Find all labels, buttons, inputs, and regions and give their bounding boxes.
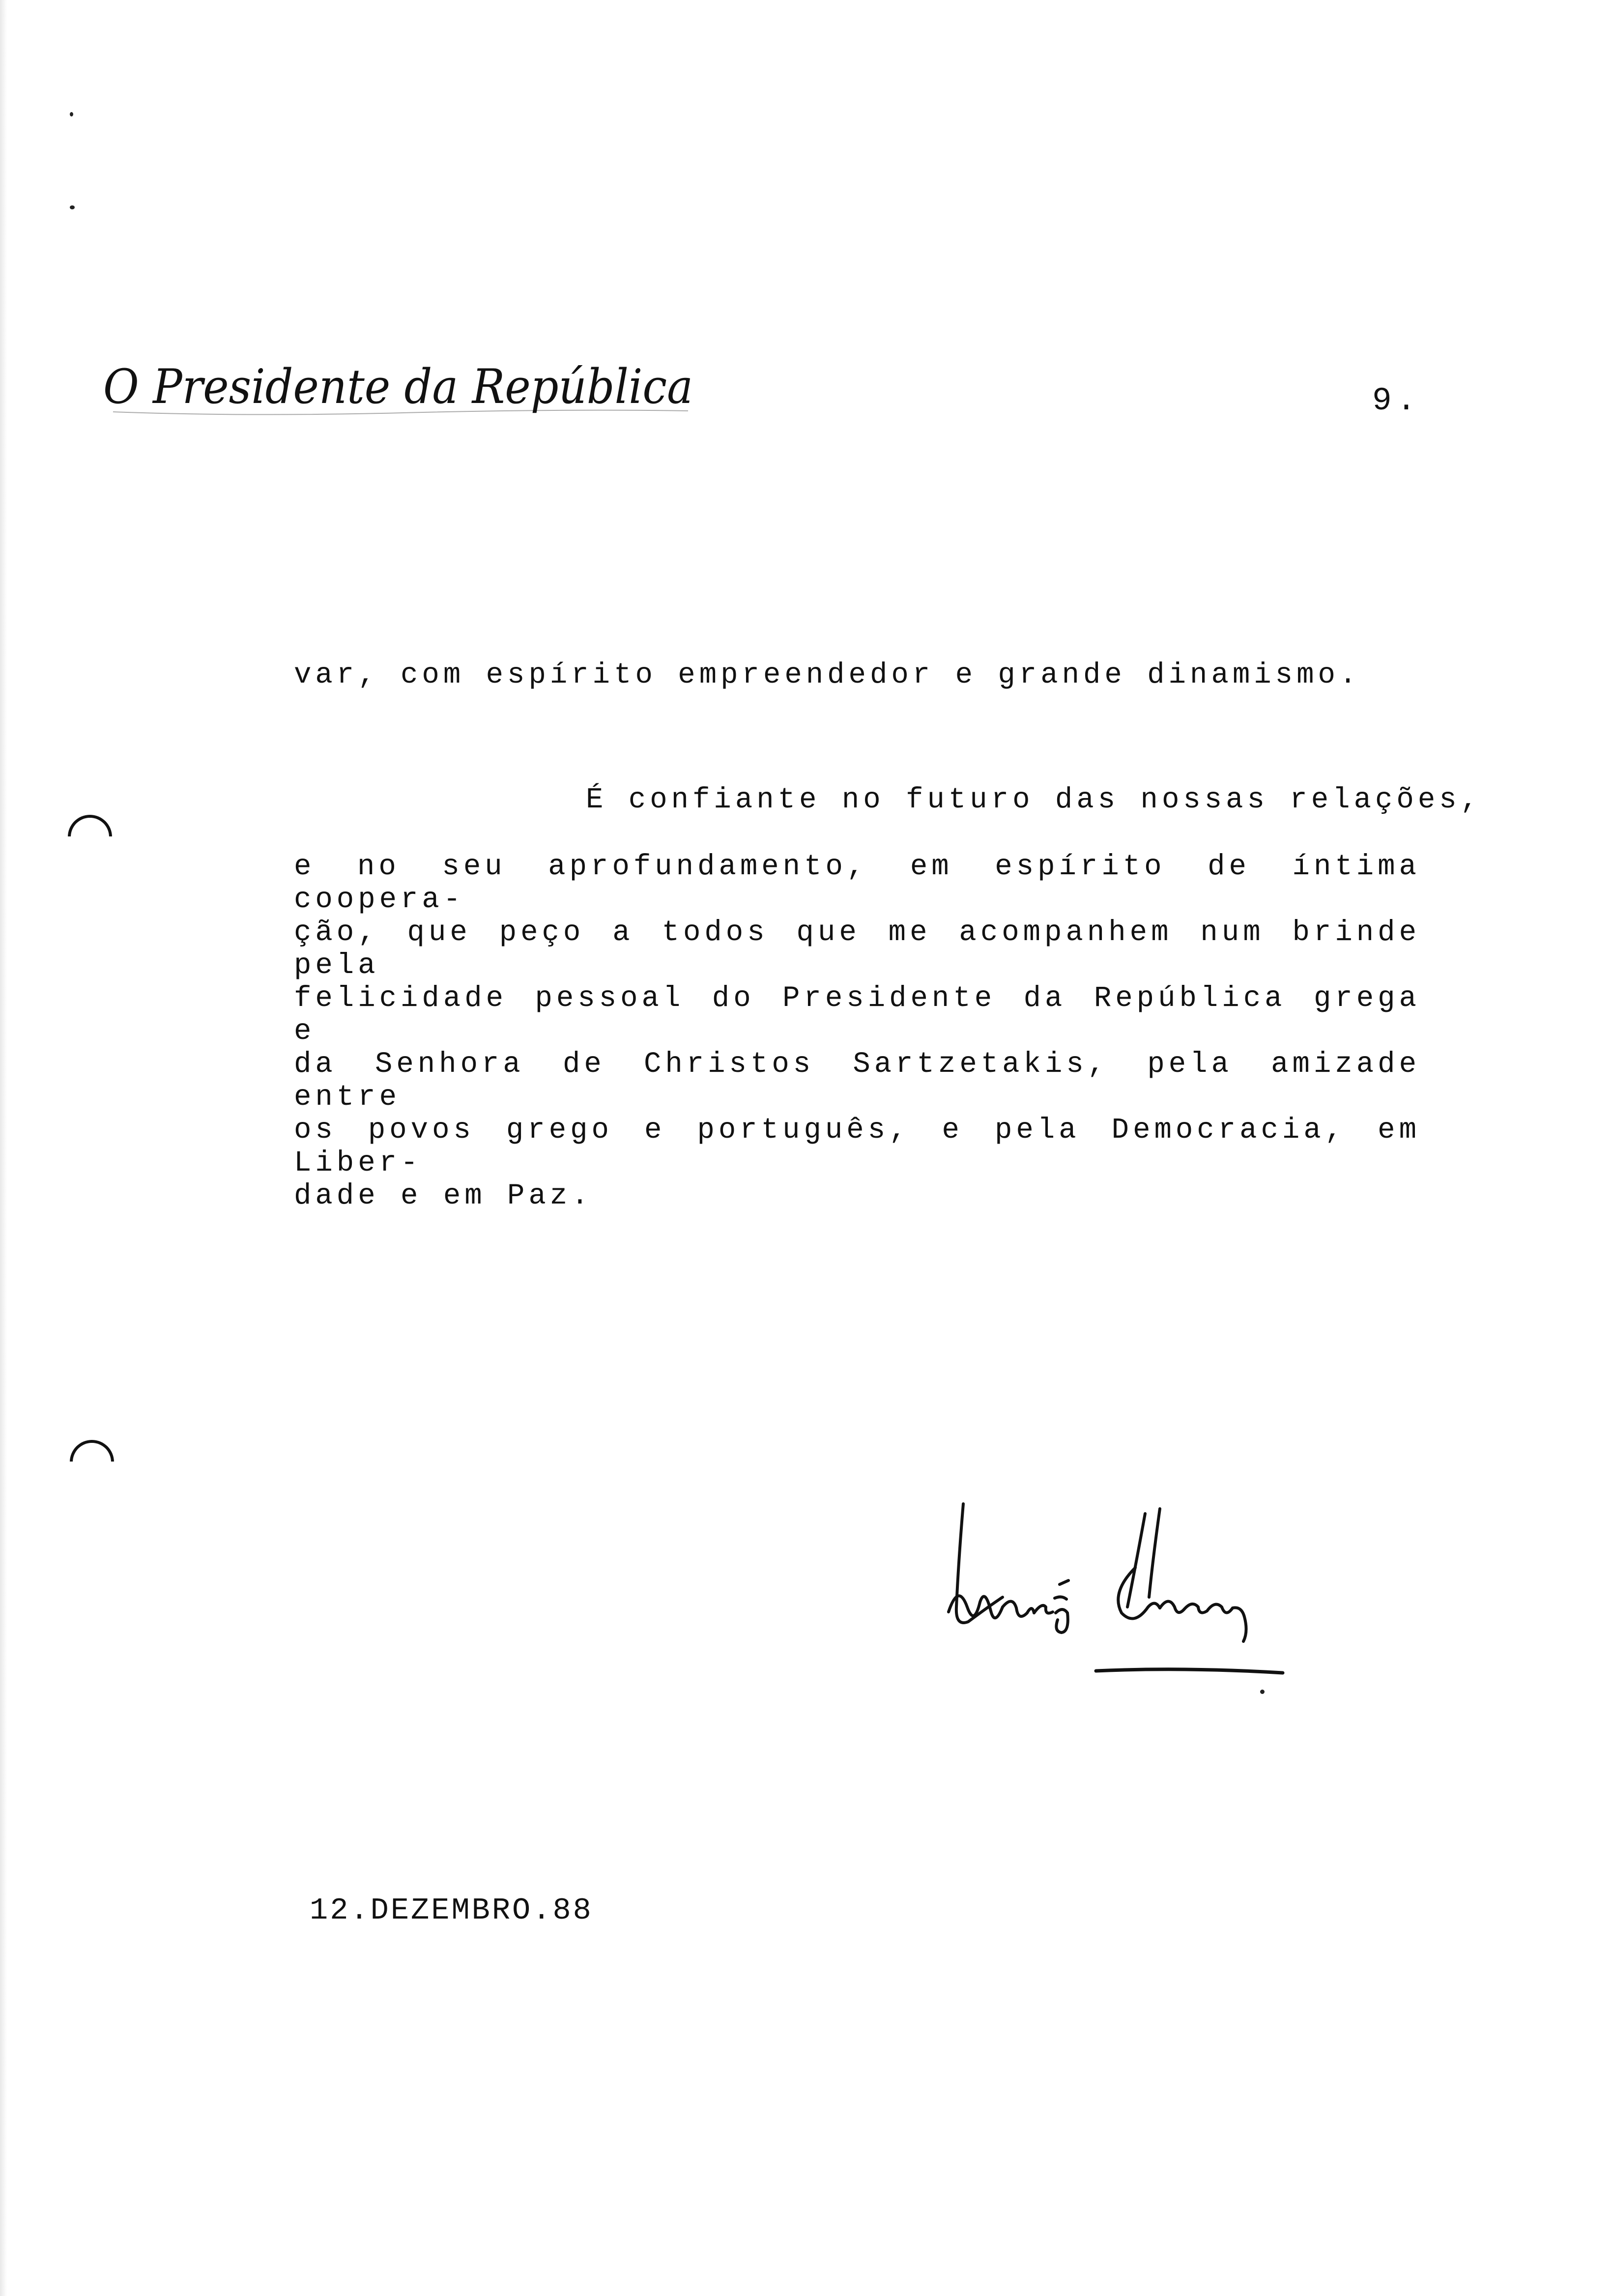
body-line: felicidade pessoal do Presidente da República grega e	[294, 982, 1420, 1048]
scan-speck	[70, 205, 75, 209]
document-date: 12.DEZEMBRO.88	[310, 1893, 593, 1928]
scan-speck	[70, 112, 73, 116]
handwritten-signature	[929, 1484, 1293, 1691]
letterhead-text: O Presidente da República	[103, 359, 693, 414]
body-line: dade e em Paz.	[294, 1179, 593, 1212]
body-line: e no seu aprofundamento, em espírito de íntima coopera-	[294, 850, 1420, 916]
punch-hole-mark	[68, 815, 112, 859]
scan-edge	[0, 0, 7, 2296]
signature-text: Mário Soares	[929, 1484, 932, 1485]
body-line: ção, que peço a todos que me acompanhem num brinde pela	[294, 916, 1420, 982]
body-line: var, com espírito empreendedor e grande dinamismo.	[294, 659, 1361, 691]
body-line: os povos grego e português, e pela Democracia, em Liber-	[294, 1114, 1420, 1179]
punch-hole-mark	[70, 1440, 114, 1484]
letterhead-script	[98, 354, 703, 428]
body-line: É confiante no futuro das nossas relações,	[586, 783, 1482, 816]
page-number: 9.	[1372, 382, 1421, 419]
body-line: da Senhora de Christos Sartzetakis, pela amizade entre	[294, 1048, 1420, 1114]
